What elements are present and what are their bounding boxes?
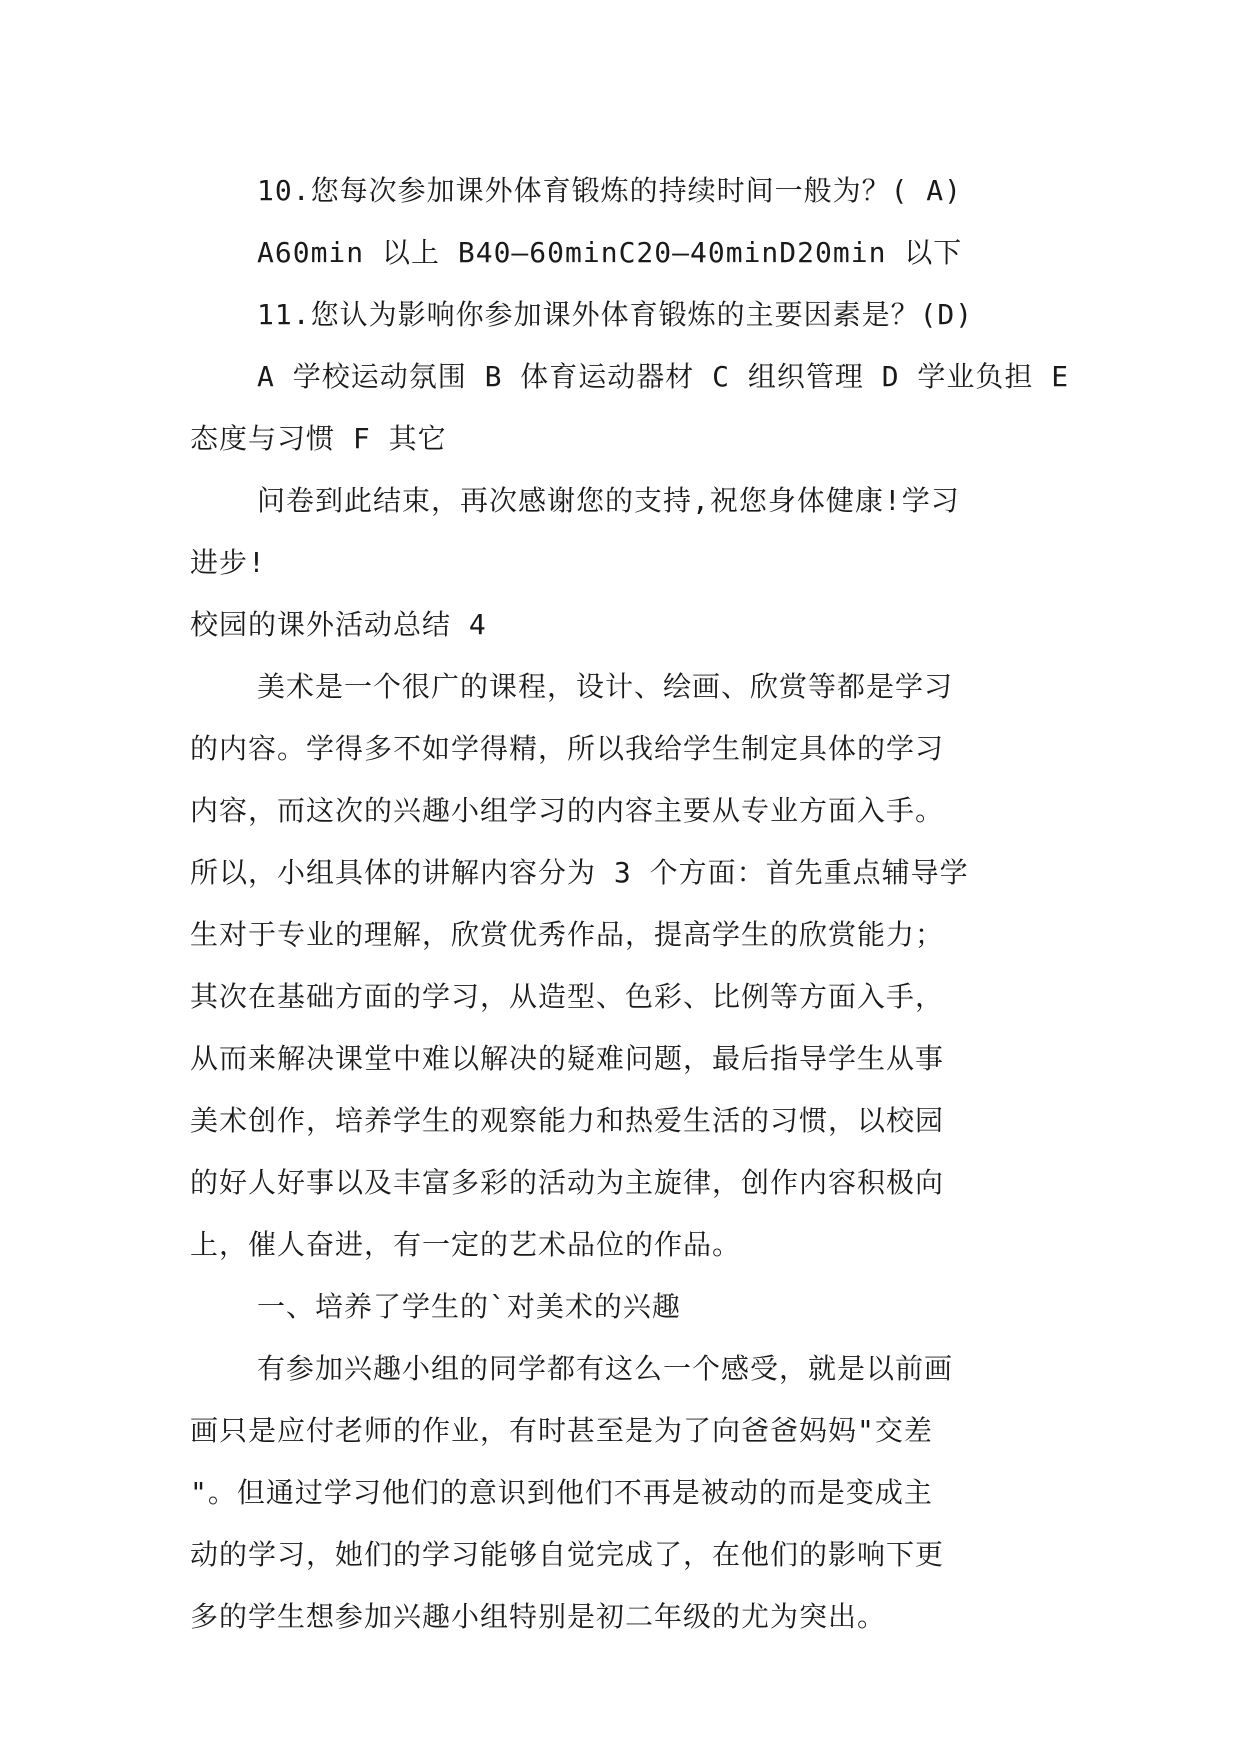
paragraph-line: 画只是应付老师的作业，有时甚至是为了向爸爸妈妈"交差 xyxy=(190,1414,933,1447)
paragraph-line: 所以，小组具体的讲解内容分为 3 个方面：首先重点辅导学 xyxy=(190,856,969,889)
paragraph-line: 从而来解决课堂中难以解决的疑难问题，最后指导学生从事 xyxy=(190,1042,945,1075)
paragraph-line: "。但通过学习他们的意识到他们不再是被动的而是变成主 xyxy=(190,1476,933,1509)
paragraph-line: 美术创作，培养学生的观察能力和热爱生活的习惯，以校园 xyxy=(190,1104,945,1137)
question-10-options: A60min 以上 B40—60minC20—40minD20min 以下 xyxy=(257,236,963,269)
question-11-options-cont: 态度与习惯 F 其它 xyxy=(190,422,447,455)
subheading: 一、培养了学生的`对美术的兴趣 xyxy=(257,1290,681,1323)
paragraph-line: 美术是一个很广的课程，设计、绘画、欣赏等都是学习 xyxy=(257,670,954,703)
question-11: 11.您认为影响你参加课外体育锻炼的主要因素是？(D) xyxy=(257,298,974,331)
paragraph-line: 的好人好事以及丰富多彩的活动为主旋律，创作内容积极向 xyxy=(190,1166,945,1199)
paragraph-line: 其次在基础方面的学习，从造型、色彩、比例等方面入手， xyxy=(190,980,945,1013)
paragraph-line: 动的学习，她们的学习能够自觉完成了，在他们的影响下更 xyxy=(190,1538,945,1571)
question-10: 10.您每次参加课外体育锻炼的持续时间一般为？( A) xyxy=(257,174,963,207)
paragraph-line: 生对于专业的理解，欣赏优秀作品，提高学生的欣赏能力； xyxy=(190,918,945,951)
section-heading: 校园的课外活动总结 4 xyxy=(190,608,487,641)
closing-text-cont: 进步! xyxy=(190,546,266,579)
paragraph-line: 内容，而这次的兴趣小组学习的内容主要从专业方面入手。 xyxy=(190,794,945,827)
paragraph-line: 有参加兴趣小组的同学都有这么一个感受，就是以前画 xyxy=(257,1352,954,1385)
document-body xyxy=(190,160,1070,1648)
question-11-options: A 学校运动氛围 B 体育运动器材 C 组织管理 D 学业负担 E xyxy=(257,360,1070,393)
closing-text: 问卷到此结束，再次感谢您的支持,祝您身体健康!学习 xyxy=(257,484,960,517)
paragraph-line: 多的学生想参加兴趣小组特别是初二年级的尤为突出。 xyxy=(190,1600,887,1633)
paragraph-line: 的内容。学得多不如学得精，所以我给学生制定具体的学习 xyxy=(190,732,945,765)
paragraph-line: 上，催人奋进，有一定的艺术品位的作品。 xyxy=(190,1228,742,1261)
